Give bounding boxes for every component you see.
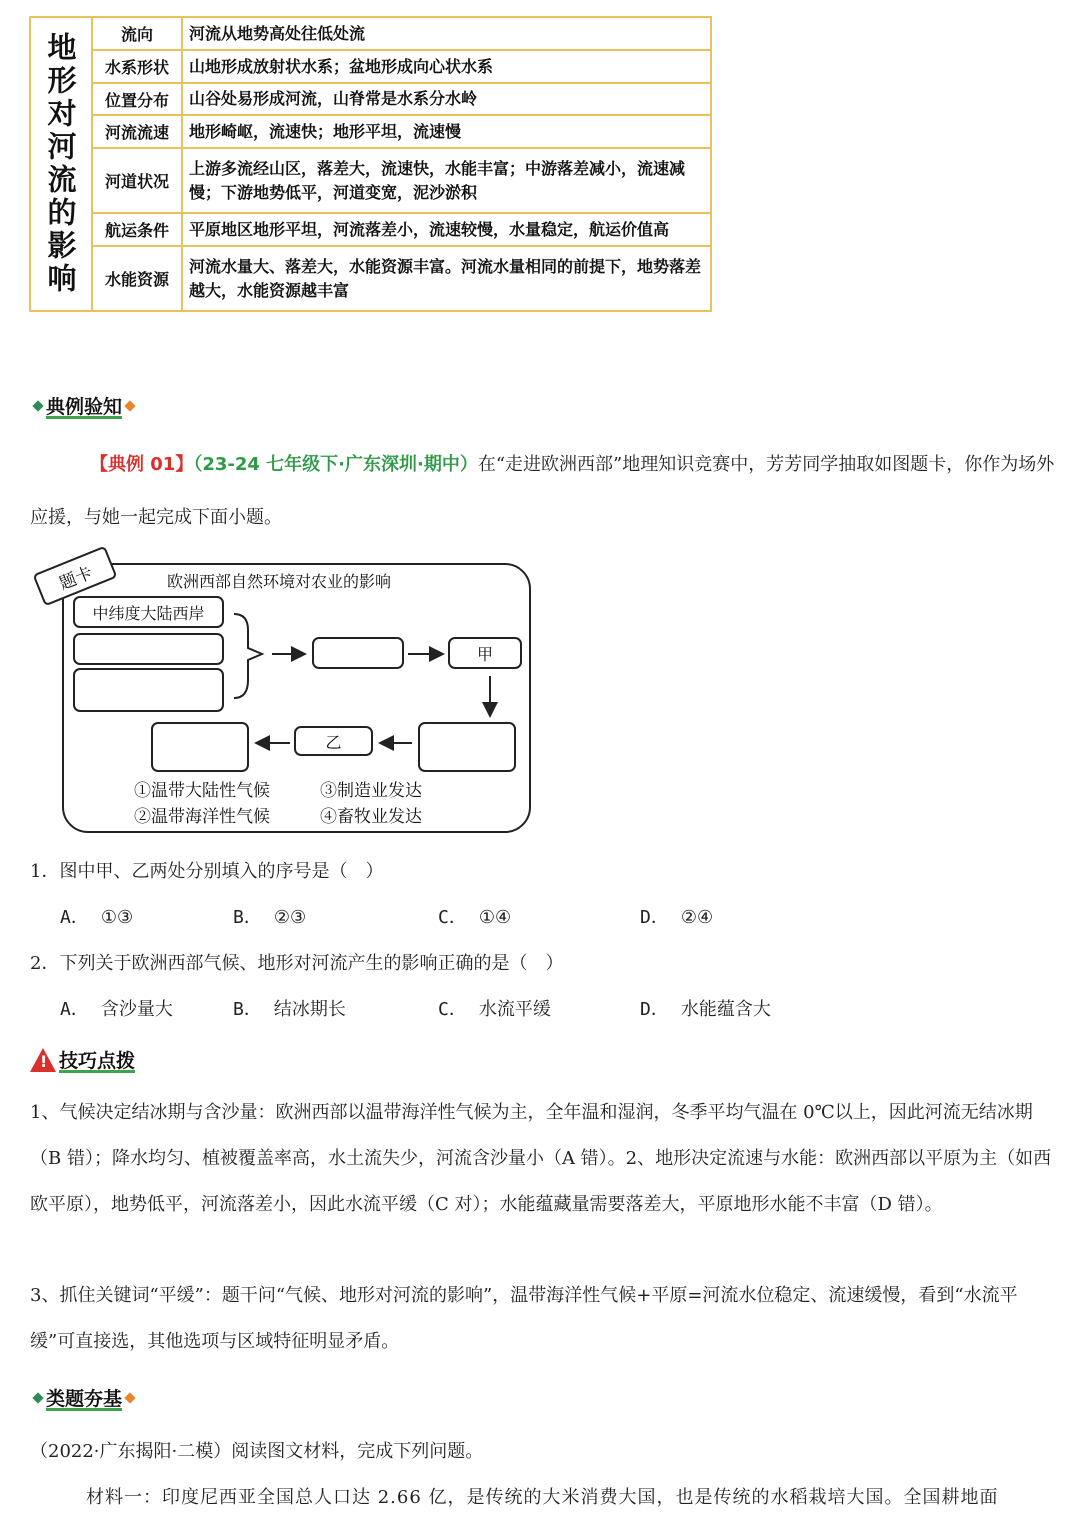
diagram-option: ③制造业发达 (320, 781, 422, 801)
diagram-title: 欧洲西部自然环境对农业的影响 (167, 572, 392, 591)
row-key: 水能资源 (93, 247, 183, 310)
section-heading-practice: 类题夯基 (30, 1384, 138, 1411)
box-yi: 乙 (294, 726, 373, 756)
question-1-choice-a[interactable]: A． ①③ (60, 907, 134, 928)
row-value: 平原地区地形平坦，河流落差小，流速较慢，水量稳定，航运价值高 (189, 219, 670, 239)
question-2-choice-b[interactable]: B． 结冰期长 (233, 999, 346, 1020)
row-key: 河道状况 (93, 149, 183, 212)
section-heading-tips: ! 技巧点拨 (30, 1046, 135, 1073)
diagram-option: ②温带海洋性气候 (134, 807, 270, 827)
row-key: 位置分布 (93, 84, 183, 114)
question-2-choice-a[interactable]: A． 含沙量大 (60, 999, 173, 1020)
row-value: 地形崎岖，流速快；地形平坦，流速慢 (189, 121, 462, 141)
diagram-option: ④畜牧业发达 (320, 807, 422, 827)
table-side-title: 地形对河流的影响 (31, 18, 93, 310)
question-2-stem: 2．下列关于欧洲西部气候、地形对河流产生的影响正确的是（ ） (30, 953, 564, 974)
question-2-choice-c[interactable]: C． 水流平缓 (438, 999, 551, 1020)
warning-icon: ! (30, 1048, 56, 1072)
card-tag: 题卡 (32, 546, 117, 607)
row-value: 山地形成放射状水系；盆地形成向心状水系 (189, 56, 494, 76)
question-2-choice-d[interactable]: D． 水能蕴含大 (640, 999, 771, 1020)
green-diamond-icon (32, 1392, 43, 1403)
box-first: 中纬度大陆西岸 (73, 596, 224, 628)
tips-paragraph-1: 1、气候决定结冰期与含沙量：欧洲西部以温带海洋性气候为主，全年温和湿润，冬季平均气温在 0℃以上，因此河流无结冰期（B 错）；降水均匀、植被覆盖率高，水土流失少，河流含沙量小（A 错）。2、地形决定流速与水能：欧洲西部以平原为主（如西欧平原），地势低平，河流落差小，因此水流平缓（C 对）；水能蕴藏量需要落差大，平原地形水能不丰富（D 错）。 (30, 1102, 1052, 1215)
row-value: 河流从地势高处往低处流 (189, 23, 366, 43)
curly-brace (234, 614, 262, 698)
diagram-option: ①温带大陆性气候 (134, 781, 270, 801)
row-value: 山谷处易形成河流，山脊常是水系分水岭 (189, 89, 478, 108)
box-jia: 甲 (448, 637, 522, 669)
row-key: 流向 (93, 18, 183, 49)
question-1-choice-c[interactable]: C． ①④ (438, 907, 512, 928)
row-key: 航运条件 (93, 214, 183, 245)
practice-material: 材料一：印度尼西亚全国总人口达 2.66 亿，是传统的大米消费大国，也是传统的水稻栽培大国。全国耕地面 (86, 1487, 999, 1508)
question-1-choice-d[interactable]: D． ②④ (640, 907, 714, 928)
row-value: 上游多流经山区，落差大，流速快，水能丰富；中游落差减小，流速减慢；下游地势低平，河道变宽，泥沙淤积 (189, 158, 686, 202)
tips-paragraph-2: 3、抓住关键词“平缓”：题干问“气候、地形对河流的影响”，温带海洋性气候+平原=河流水位稳定、流速缓慢，看到“水流平缓”可直接选，其他选项与区域特征明显矛盾。 (30, 1285, 1018, 1352)
row-value: 河流水量大、落差大，水能资源丰富。河流水量相同的前提下，地势落差越大，水能资源越丰富 (189, 256, 702, 300)
question-1-stem: 1．图中甲、乙两处分别填入的序号是（ ） (30, 861, 384, 882)
example-source: （23-24 七年级下·广东深圳·期中） (193, 454, 478, 475)
section-heading-examples: 典例验知 (30, 392, 138, 419)
row-key: 水系形状 (93, 51, 183, 82)
example-tag: 【典例 01】 (90, 454, 194, 475)
row-key: 河流流速 (93, 116, 183, 147)
question-1-choice-b[interactable]: B． ②③ (233, 907, 307, 928)
orange-diamond-icon (124, 1392, 135, 1403)
example-text: 在“走进欧洲西部”地理知识竞赛中，芳芳同学抽取如图题卡，你作为场外应援，与她一起完成下面小题。 (30, 454, 1055, 528)
practice-intro: （2022·广东揭阳·二模）阅读图文材料，完成下列问题。 (30, 1441, 484, 1462)
